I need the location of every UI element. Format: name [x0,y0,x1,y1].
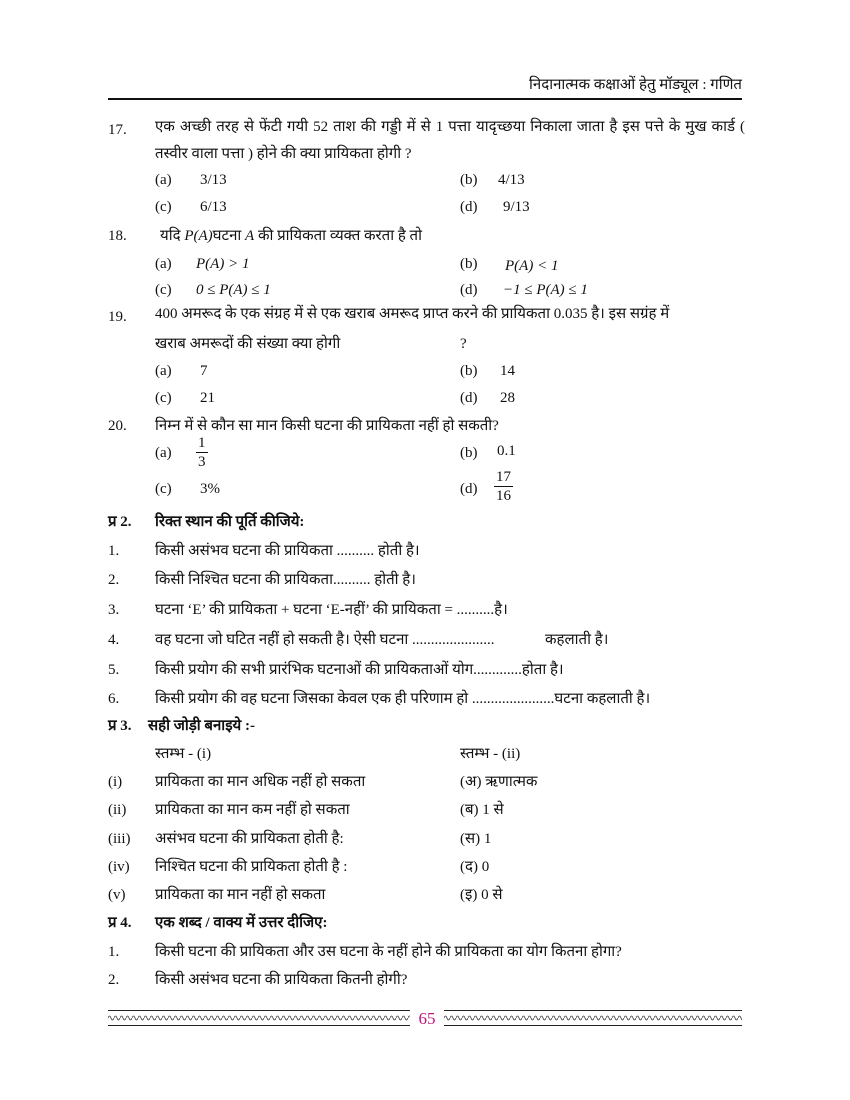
option-value: 7 [200,363,208,379]
question-text-line2: खराब अमरूदों की संख्या क्या होगी [155,336,341,352]
fraction-option [494,468,513,505]
match-row-right: (द) 0 [460,859,490,875]
option-label: (d) [460,481,478,497]
header-rule [108,98,742,100]
page-number: 65 [412,1009,442,1029]
match-row-left: निश्चित घटना की प्रायिकता होती है : [155,859,348,875]
fraction-numerator: 17 [496,469,511,485]
option-value: 4/13 [498,172,525,188]
question-number: 20. [108,418,127,434]
question-text [160,226,422,246]
column-header: स्तम्भ - (i) [155,746,212,762]
match-row-number: (ii) [108,802,127,818]
question-text-part: घटना [212,228,242,244]
match-row-right: (अ) ऋणात्मक [460,774,538,790]
item-number: 2. [108,972,120,988]
match-row-left: प्रायिकता का मान नहीं हो सकता [155,887,326,903]
match-row-number: (iv) [108,859,130,875]
match-row-right: (इ) 0 से [460,887,503,903]
match-row-left: असंभव घटना की प्रायिकता होती है: [155,831,344,847]
footer-ornament-pattern [108,1011,410,1025]
option-label: (a) [155,256,172,272]
section-number: प्र 3. [108,718,132,734]
math-expression: P(A) [184,228,213,244]
item-number: 2. [108,572,120,588]
section-title: रिक्त स्थान की पूर्ति कीजिये: [155,514,305,530]
item-number: 4. [108,632,120,648]
question-number: 18. [108,228,127,244]
option-label: (a) [155,363,172,379]
option-value: 0.1 [497,443,516,459]
match-row-left: प्रायिकता का मान कम नहीं हो सकता [155,802,350,818]
item-text: वह घटना जो घटित नहीं हो सकती है। ऐसी घटना ...................... [155,632,495,648]
item-text: किसी निश्चित घटना की प्रायिकता.......... होती है। [155,572,416,588]
item-text: किसी असंभव घटना की प्रायिकता .......... होती है। [155,543,420,559]
option-value: −1 ≤ P(A) ≤ 1 [503,282,588,298]
item-number: 1. [108,944,120,960]
item-number: 6. [108,691,120,707]
fraction-denominator: 3 [198,454,206,470]
running-header: निदानात्मक कक्षाओं हेतु मॉड्यूल : गणित [529,77,742,93]
option-label: (b) [460,172,478,188]
match-row-number: (v) [108,887,126,903]
question-mark: ? [460,336,467,352]
item-text: घटना ‘E’ की प्रायिकता + घटना ‘E-नहीं’ की प्रायिकता = ..........है। [155,602,508,618]
option-value: 3/13 [200,172,227,188]
footer-ornament-left [108,1010,410,1026]
match-row-number: (iii) [108,831,131,847]
option-label: (d) [460,282,478,298]
item-text-end: कहलाती है। [545,632,609,648]
option-value: 21 [200,390,215,406]
match-row-number: (i) [108,774,123,790]
option-label: (d) [460,199,478,215]
option-value: 0 ≤ P(A) ≤ 1 [196,282,271,298]
column-header: स्तम्भ - (ii) [460,746,521,762]
fraction-option [196,434,208,471]
option-value: P(A) > 1 [196,256,250,272]
section-number: प्र 4. [108,915,132,931]
option-label: (b) [460,256,478,272]
option-label: (b) [460,445,478,461]
item-text: किसी प्रयोग की सभी प्रारंभिक घटनाओं की प्रायिकताओं योग.............होता है। [155,662,564,678]
item-number: 3. [108,602,120,618]
question-text: निम्न में से कौन सा मान किसी घटना की प्रायिकता नहीं हो सकती? [155,418,499,434]
option-value: 6/13 [200,199,227,215]
option-value: P(A) < 1 [505,258,559,274]
question-text-part: की प्रायिकता व्यक्त करता है तो [257,228,422,244]
question-number: 17. [108,122,127,138]
item-text: किसी घटना की प्रायिकता और उस घटना के नहीं होने की प्रायिकता का योग कितना होगा? [155,944,622,960]
section-number: प्र 2. [108,514,132,530]
option-label: (b) [460,363,478,379]
match-row-right: (ब) 1 से [460,802,504,818]
question-number: 19. [108,309,127,325]
question-text: एक अच्छी तरह से फेंटी गयी 52 ताश की गड्डी में से 1 पत्ता यादृच्छया निकाला जाता है इस पत्ते के मुख कार्ड ( तस्वीर वाला पत्ता ) होने की क्या प्रायिकता होगी ? [155,119,745,162]
option-label: (a) [155,445,172,461]
question-text-part: यदि [160,228,181,244]
match-row-right: (स) 1 [460,831,492,847]
option-label: (c) [155,390,172,406]
section-title: एक शब्द / वाक्य में उत्तर दीजिए: [155,915,328,931]
item-number: 1. [108,543,120,559]
match-row-left: प्रायिकता का मान अधिक नहीं हो सकता [155,774,366,790]
fraction-numerator: 1 [198,435,206,451]
option-label: (c) [155,199,172,215]
option-label: (c) [155,481,172,497]
option-value: 9/13 [503,199,530,215]
section-title: सही जोड़ी बनाइये :- [148,718,255,734]
math-variable: A [245,228,255,244]
question-text: 400 अमरूद के एक संग्रह में से एक खराब अमरूद प्राप्त करने की प्रायिकता 0.035 है। इस सग्रंह में [155,306,670,322]
option-value: 3% [200,481,220,497]
footer-ornament-pattern [444,1011,742,1025]
option-label: (a) [155,172,172,188]
item-number: 5. [108,662,120,678]
footer-ornament-right [444,1010,742,1026]
option-label: (c) [155,282,172,298]
item-text: किसी प्रयोग की वह घटना जिसका केवल एक ही परिणाम हो ......................घटना कहलाती है। [155,691,651,707]
item-text: किसी असंभव घटना की प्रायिकता कितनी होगी? [155,972,408,988]
option-value: 28 [500,390,515,406]
fraction-denominator: 16 [496,488,511,504]
option-value: 14 [500,363,515,379]
option-label: (d) [460,390,478,406]
